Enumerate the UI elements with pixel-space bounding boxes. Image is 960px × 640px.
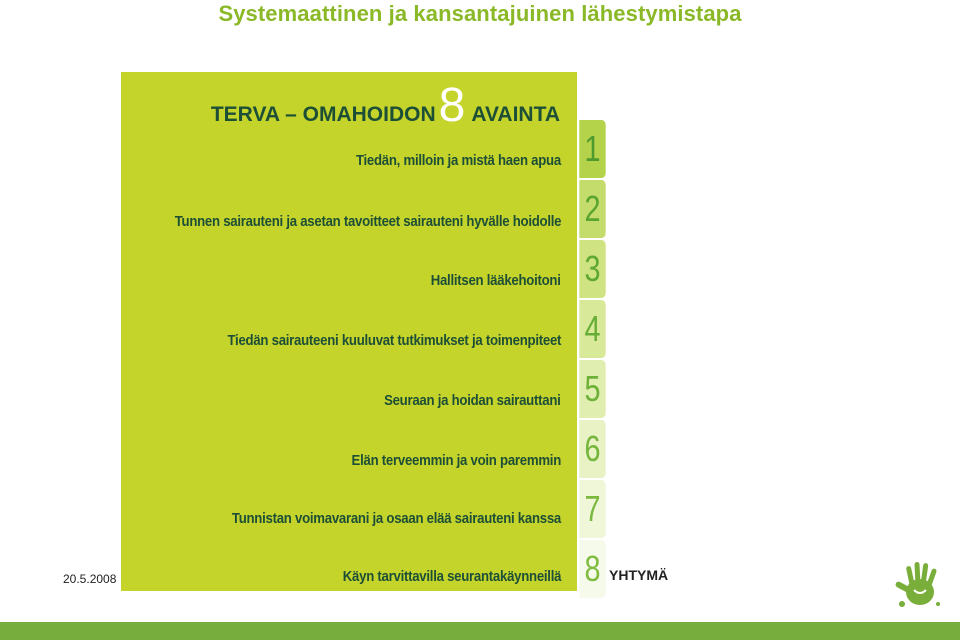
key-label-4: Tiedän sairauteeni kuuluvat tutkimukset ja toimenpiteet (227, 332, 561, 349)
number-tab-5: 5 (579, 360, 605, 418)
hand-logo-icon (892, 560, 948, 612)
number-tab-8: 8 (579, 540, 605, 598)
number-tab-4: 4 (579, 300, 605, 358)
number-tab-7: 7 (579, 480, 605, 538)
panel-heading (210, 79, 560, 132)
footer-date: 20.5.2008 (63, 572, 117, 586)
number-tab-2: 2 (579, 180, 605, 238)
number-tab-1: 1 (579, 120, 605, 178)
key-label-6: Elän terveemmin ja voin paremmin (351, 452, 561, 469)
page-title: Systemaattinen ja kansantajuinen lähestymistapa (218, 1, 742, 26)
key-label-3: Hallitsen lääkehoitoni (431, 272, 561, 289)
key-label-8: Käyn tarvittavilla seurantakäynneillä (342, 568, 561, 585)
key-label-7: Tunnistan voimavarani ja osaan elää sairauteni kanssa (231, 510, 561, 527)
key-label-5: Seuraan ja hoidan sairauttani (384, 392, 561, 409)
footer-organization: YHTYMÄ (609, 567, 669, 583)
number-tab-6: 6 (579, 420, 605, 478)
bottom-bar (0, 622, 960, 640)
panel-heading-prefix: TERVA – OMAHOIDON (210, 103, 436, 126)
number-tab-3: 3 (579, 240, 605, 298)
omahoito-panel (121, 72, 577, 591)
panel-heading-number: 8 (438, 79, 466, 132)
panel-heading-suffix: AVAINTA (471, 103, 560, 126)
key-label-2: Tunnen sairauteni ja asetan tavoitteet sairauteni hyvälle hoidolle (174, 213, 561, 230)
key-label-1: Tiedän, milloin ja mistä haen apua (356, 152, 561, 169)
